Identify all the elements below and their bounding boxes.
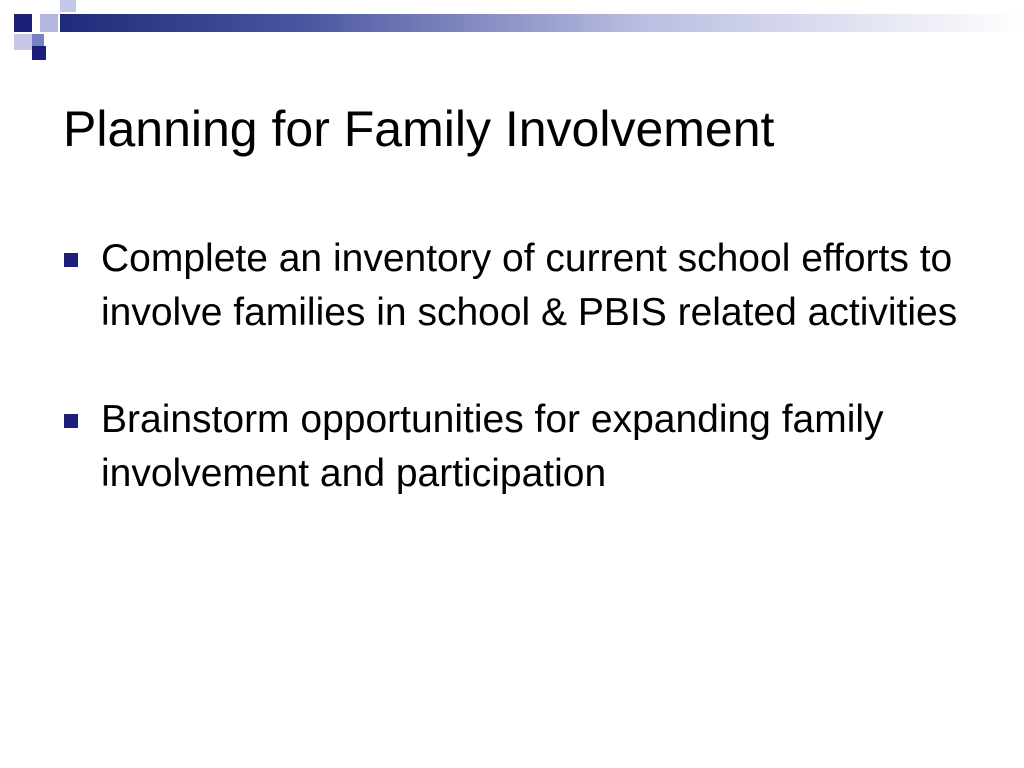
bullet-text: Brainstorm opportunities for expanding family involvement and participation xyxy=(101,398,884,495)
header-square-light xyxy=(40,14,58,32)
bullet-item xyxy=(64,232,964,340)
slide-title: Planning for Family Involvement xyxy=(63,101,775,157)
bullet-item xyxy=(64,393,964,501)
bullet-text: Complete an inventory of current school efforts to involve families in school & PBIS related activities xyxy=(101,237,958,334)
square-bullet-icon xyxy=(64,253,78,267)
header-square-light xyxy=(60,0,76,12)
header-decoration xyxy=(0,0,1024,60)
header-square-light xyxy=(14,34,32,50)
header-gradient-bar xyxy=(60,14,1024,32)
square-bullet-icon xyxy=(64,414,78,428)
bullet-list xyxy=(64,232,964,501)
header-square-dark xyxy=(14,14,32,32)
header-square-dark xyxy=(32,46,46,60)
header-square-mid xyxy=(32,34,44,46)
